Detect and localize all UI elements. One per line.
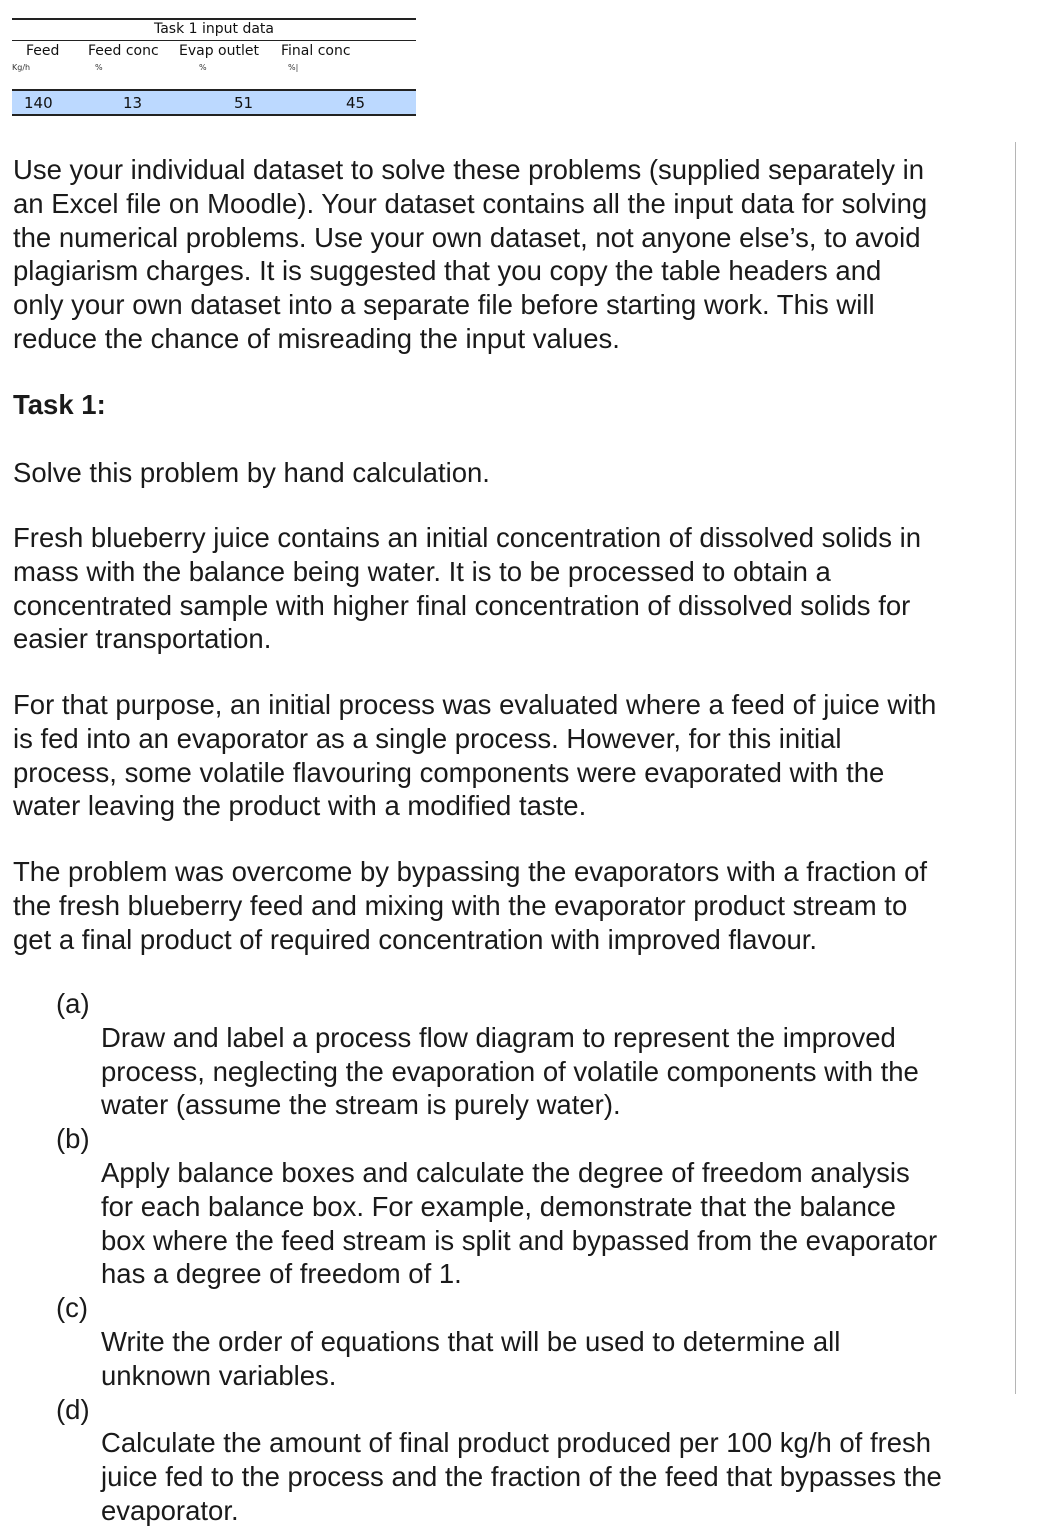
input-data-table bbox=[12, 18, 416, 116]
question-text: Calculate the amount of final product produced per 100 kg/h of fresh juice fed to the process and the fraction of the feed that bypasses the evaporator. bbox=[101, 1427, 942, 1526]
column-header-evap-outlet: Evap outlet bbox=[179, 43, 259, 59]
question-text: Draw and label a process flow diagram to represent the improved process, neglecting the evaporation of volatile components with the water (assume the stream is purely water). bbox=[101, 1021, 919, 1121]
column-unit-final-conc: %| bbox=[288, 63, 299, 72]
column-header-feed-conc: Feed conc bbox=[88, 43, 159, 59]
column-header-final-conc: Final conc bbox=[281, 43, 351, 59]
task-heading: Task 1: bbox=[13, 389, 106, 420]
table-cell-feed: 140 bbox=[24, 94, 53, 112]
instruction-paragraph: Solve this problem by hand calculation. bbox=[13, 457, 490, 488]
question-text: Write the order of equations that will be used to determine all unknown variables. bbox=[101, 1325, 841, 1391]
table-cell-evap-outlet: 51 bbox=[234, 94, 254, 112]
problem-paragraph-1: Fresh blueberry juice contains an initial concentration of dissolved solids in mass with the balance being water. It is to be processed to obtain a concentrated sample with higher final concentration of dissolved solids for easier transportation. bbox=[13, 522, 921, 655]
column-unit-feed: Kg/h bbox=[12, 63, 31, 72]
problem-paragraph-3: The problem was overcome by bypassing the evaporators with a fraction of the fresh blueberry feed and mixing with the evaporator product stream to get a final product of required concentration with improved flavour. bbox=[13, 856, 928, 955]
question-d bbox=[56, 1393, 1016, 1528]
question-label: (c) bbox=[56, 1292, 89, 1324]
question-a bbox=[56, 987, 1016, 1122]
column-unit-feed-conc: % bbox=[95, 63, 103, 72]
question-b bbox=[56, 1122, 1016, 1291]
question-label: (d) bbox=[56, 1393, 90, 1425]
question-list bbox=[56, 987, 1016, 1528]
table-title-divider bbox=[12, 40, 416, 41]
intro-paragraph: Use your individual dataset to solve these problems (supplied separately in an Excel file on Moodle). Your dataset contains all the input data for solving the numerical problems. Use your own dataset, not anyone else’s, to avoid plagiarism charges. It is suggested that you copy the table headers and only your own dataset into a separate file before starting work. This will reduce the chance of misreading the input values. bbox=[13, 154, 928, 354]
table-value-row bbox=[12, 89, 416, 116]
table-top-border bbox=[12, 18, 416, 20]
column-unit-evap-outlet: % bbox=[199, 63, 207, 72]
table-title: Task 1 input data bbox=[153, 21, 275, 37]
table-cell-final-conc: 45 bbox=[346, 94, 366, 112]
question-label: (a) bbox=[56, 988, 90, 1019]
question-c bbox=[56, 1291, 1016, 1392]
problem-paragraph-2: For that purpose, an initial process was evaluated where a feed of juice with is fed into an evaporator as a single process. However, for this initial process, some volatile flavouring components were evaporated with the water leaving the product with a modified taste. bbox=[13, 689, 937, 822]
table-cell-feed-conc: 13 bbox=[123, 94, 143, 112]
column-header-feed: Feed bbox=[26, 43, 60, 59]
question-text: Apply balance boxes and calculate the degree of freedom analysis for each balance box. For example, demonstrate that the balance box where the feed stream is split and bypassed from the evaporator has a degree of freedom of 1. bbox=[101, 1156, 938, 1290]
question-label: (b) bbox=[56, 1123, 90, 1155]
